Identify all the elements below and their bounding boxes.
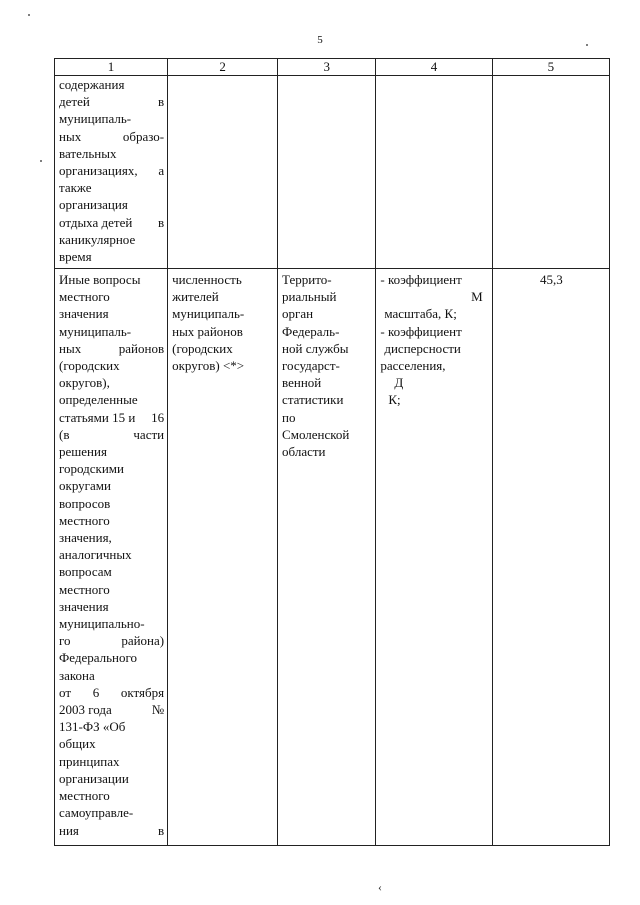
row2-indicator-cell xyxy=(168,269,278,846)
cell-text-line: аналогичных xyxy=(59,547,132,563)
cell-text-line xyxy=(59,632,164,649)
cell-text-line: каникулярное xyxy=(59,231,136,247)
cell-text-word: районов xyxy=(118,340,165,356)
row1-value-cell xyxy=(492,76,609,269)
cell-text-line: 131-ФЗ «Об xyxy=(59,719,126,735)
coefficient-2-tail: К; xyxy=(388,392,401,408)
coefficient-2-label: - коэффициент xyxy=(380,323,462,339)
cell-text-line xyxy=(59,162,164,179)
column-header-1: 1 xyxy=(55,59,168,76)
cell-text-line: организации xyxy=(59,770,129,786)
cell-text-line: закона xyxy=(59,667,95,683)
cell-text-line xyxy=(59,128,164,145)
cell-text-line: принципах xyxy=(59,753,120,769)
cell-text-line xyxy=(59,701,164,718)
cell-text-line: общих xyxy=(59,736,96,752)
cell-text-word: детей xyxy=(59,94,90,110)
page-number: 5 xyxy=(317,34,323,46)
column-header-5: 5 xyxy=(492,59,609,76)
cell-text-line: Федерального xyxy=(59,650,138,666)
cell-text-line xyxy=(59,426,164,443)
table-row xyxy=(55,76,610,269)
cell-text-line: местного xyxy=(59,788,110,804)
cell-text-word: ния xyxy=(59,822,79,838)
allocation-table xyxy=(54,58,610,846)
cell-text-line: ных районов xyxy=(172,323,243,339)
cell-text-line: также xyxy=(59,180,92,196)
row1-source-cell xyxy=(278,76,376,269)
cell-text-line: самоуправле- xyxy=(59,805,134,821)
cell-text-line: риальный xyxy=(282,289,337,305)
cell-text-line: муниципально- xyxy=(59,616,145,632)
cell-text-line: городскими xyxy=(59,461,124,477)
cell-text-word: в xyxy=(157,822,165,838)
cell-text-word: статьями 15 и xyxy=(59,409,136,425)
table-row xyxy=(55,269,610,846)
cell-text-line: местного xyxy=(59,512,110,528)
table-header-row xyxy=(55,59,610,76)
cell-text-word: 6 xyxy=(92,684,100,700)
cell-text-line: ной службы xyxy=(282,340,349,356)
cell-text-line xyxy=(59,93,164,110)
cell-text-line: муниципаль- xyxy=(172,306,245,322)
cell-text-line: решения xyxy=(59,444,107,460)
cell-text-word: № xyxy=(151,702,165,718)
cell-text-line: венной xyxy=(282,375,322,391)
column-header-4: 4 xyxy=(376,59,492,76)
cell-text-line: округами xyxy=(59,478,111,494)
cell-text-line: местного xyxy=(59,289,110,305)
cell-text-line: содержания xyxy=(59,77,125,92)
coefficient-1-tail: масштаба, К; xyxy=(384,306,457,322)
row2-value-cell: 45,3 xyxy=(492,269,609,846)
cell-text-word: организациях, xyxy=(59,163,138,179)
cell-text-line: организация xyxy=(59,197,128,213)
cell-text-word: от xyxy=(59,684,72,700)
column-header-3: 3 xyxy=(278,59,376,76)
cell-text-line: жителей xyxy=(172,289,219,305)
cell-text-word: го xyxy=(59,633,71,649)
scan-speck xyxy=(586,44,588,46)
scan-speck xyxy=(28,14,30,16)
cell-text-word: 2003 года xyxy=(59,702,112,718)
cell-text-line: местного xyxy=(59,581,110,597)
coefficient-1-label: - коэффициент xyxy=(380,272,462,287)
row2-issue-cell xyxy=(55,269,168,846)
column-header-2: 2 xyxy=(168,59,278,76)
cell-text-line xyxy=(59,684,164,701)
cell-text-line: Иные вопросы xyxy=(59,272,141,287)
cell-text-line: (городских xyxy=(172,340,233,356)
cell-text-line: государст- xyxy=(282,358,340,374)
cell-text-line: округов), xyxy=(59,375,110,391)
cell-text-line: области xyxy=(282,444,326,460)
cell-text-word: 16 xyxy=(151,409,165,425)
cell-text-line: определенные xyxy=(59,392,138,408)
cell-text-word: а xyxy=(158,163,165,179)
cell-text-line: округов) <*> xyxy=(172,358,245,374)
cell-text-line: значения xyxy=(59,598,109,614)
scan-speck xyxy=(40,160,42,162)
cell-text-word: ных xyxy=(59,128,82,144)
row2-coefficient-cell xyxy=(376,269,492,846)
cell-text-line: Смоленской xyxy=(282,426,350,442)
cell-text-line: по xyxy=(282,409,296,425)
cell-text-word: отдыха детей xyxy=(59,214,133,230)
cell-text-line xyxy=(59,340,164,357)
cell-text-line: Террито- xyxy=(282,272,332,287)
cell-text-line: значения xyxy=(59,306,109,322)
cell-text-word: района) xyxy=(121,633,165,649)
row1-coefficient-cell xyxy=(376,76,492,269)
cell-text-word: (в xyxy=(59,426,70,442)
cell-text-word: октября xyxy=(120,684,165,700)
cell-text-line: муниципаль- xyxy=(59,323,132,339)
cell-text-word: в xyxy=(157,94,165,110)
row2-source-cell xyxy=(278,269,376,846)
cell-text-line: вопросов xyxy=(59,495,111,511)
cell-text-line: вопросам xyxy=(59,564,112,580)
cell-text-line xyxy=(59,214,164,231)
cell-text-line: статистики xyxy=(282,392,344,408)
footer-mark: ‹ xyxy=(378,880,382,894)
row1-indicator-cell xyxy=(168,76,278,269)
cell-text-line xyxy=(59,822,164,839)
coefficient-1-symbol: М xyxy=(471,289,483,305)
cell-text-word: образо- xyxy=(122,128,165,144)
cell-text-line: (городских xyxy=(59,358,120,374)
coefficient-2-line3: расселения, xyxy=(380,358,446,374)
coefficient-2-line2: дисперсности xyxy=(384,340,461,356)
cell-text-word: в xyxy=(157,214,165,230)
cell-text-line: значения, xyxy=(59,530,112,546)
cell-text-line: Федераль- xyxy=(282,323,340,339)
cell-text-line: время xyxy=(59,249,92,265)
cell-text-line: орган xyxy=(282,306,314,322)
cell-text-word: части xyxy=(133,426,165,442)
cell-text-line: численность xyxy=(172,272,242,287)
cell-text-line: муниципаль- xyxy=(59,111,132,127)
cell-text-word: ных xyxy=(59,340,82,356)
coefficient-2-symbol: Д xyxy=(394,375,404,391)
cell-text-line xyxy=(59,409,164,426)
cell-text-line: вательных xyxy=(59,145,117,161)
row1-issue-cell xyxy=(55,76,168,269)
